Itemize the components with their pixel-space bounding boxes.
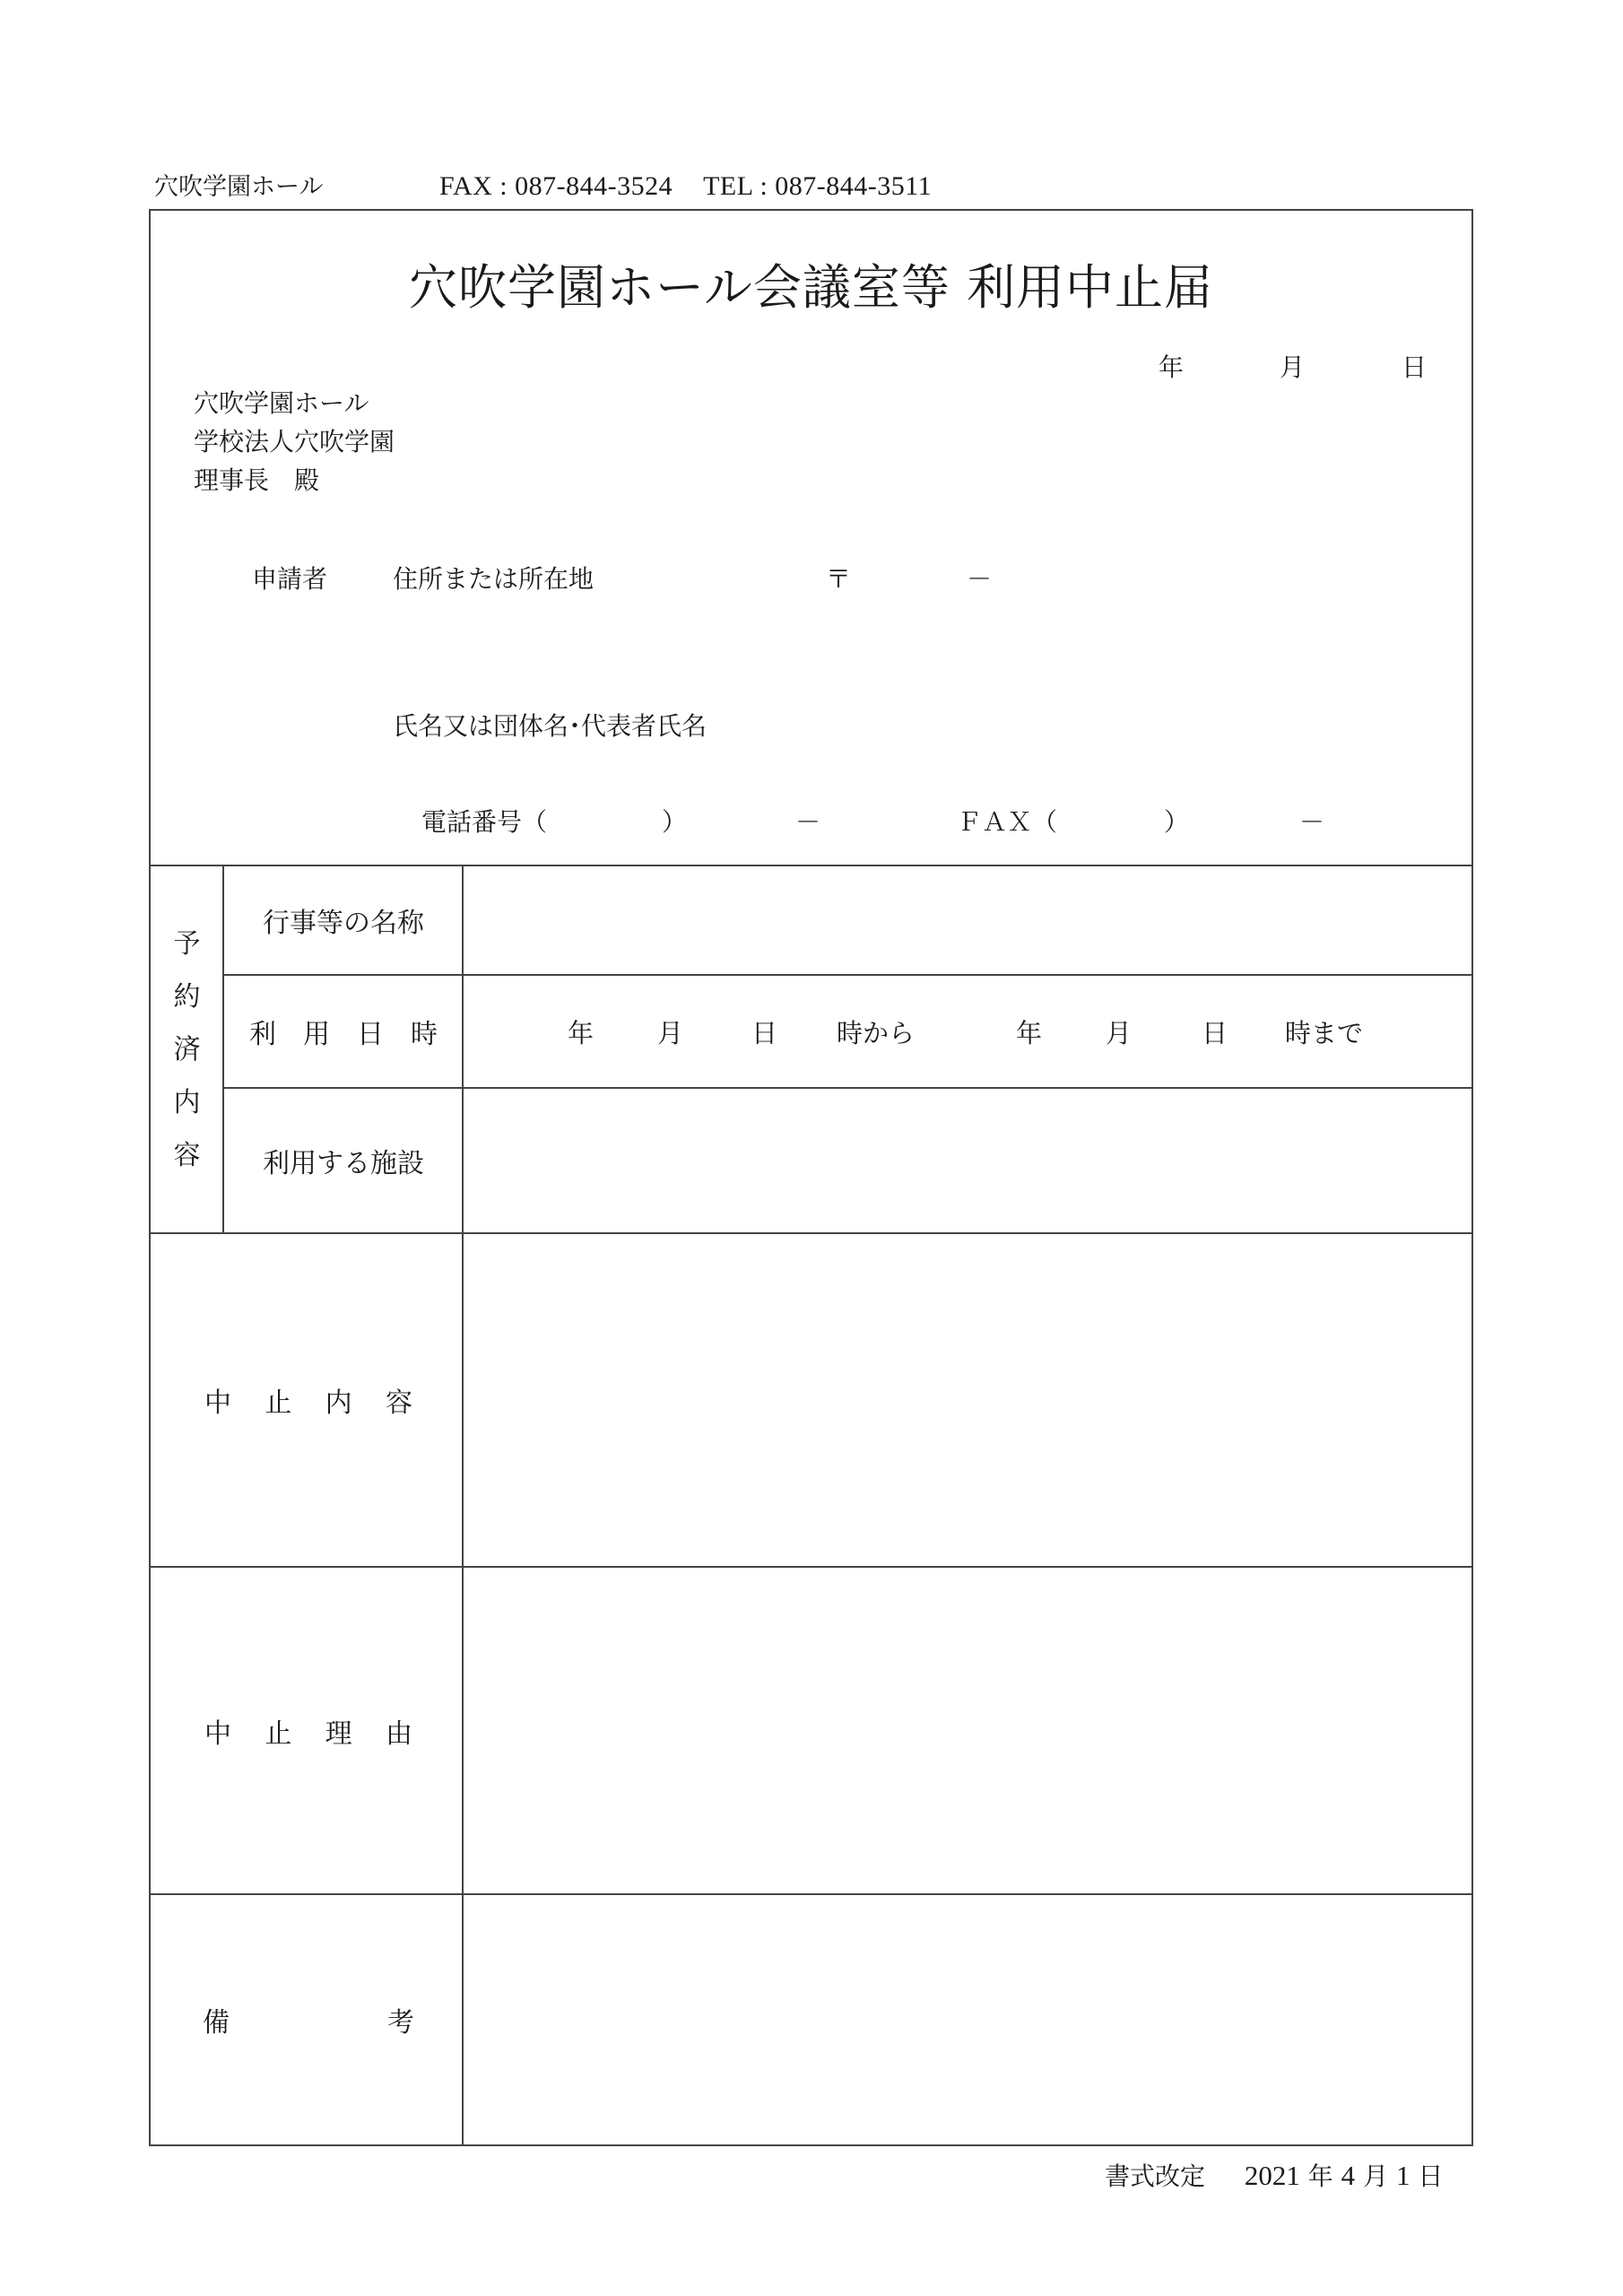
postal-dash: －: [967, 564, 993, 594]
revision-label: 書式改定: [1105, 2161, 1206, 2191]
from-month-label: 月: [657, 1018, 684, 1048]
name-field[interactable]: [762, 700, 1435, 744]
revision-day-unit: 日: [1418, 2161, 1444, 2191]
remarks-field[interactable]: [464, 1895, 1471, 2144]
reservation-group-label: [151, 867, 223, 1231]
to-day-label: 日: [1202, 1018, 1228, 1048]
phone-field[interactable]: [565, 796, 924, 836]
address-field[interactable]: [393, 601, 1433, 673]
group-char-3: 済: [173, 1033, 201, 1065]
from-time-suffix: 時から: [837, 1018, 916, 1048]
group-char-5: 容: [173, 1139, 201, 1171]
divider-label-column: [462, 865, 464, 2146]
date-year-label: 年: [1159, 352, 1185, 382]
to-time-suffix: 時まで: [1285, 1018, 1364, 1048]
header-contact-line: [154, 167, 932, 202]
cancel-content-char-2: 止: [265, 1387, 292, 1419]
revision-year-unit: 年: [1307, 2161, 1333, 2191]
event-name-label: 行事等の名称: [263, 908, 424, 939]
revision-month-unit: 月: [1363, 2161, 1389, 2191]
cancel-reason-field[interactable]: [464, 1568, 1471, 1893]
name-label: 氏名又は団体名･代表者氏名: [393, 711, 707, 741]
header-organization: 穴吹学園ホール: [154, 173, 324, 201]
addressee-line-3: 理事長 殿: [194, 465, 320, 495]
fax-label: ＦＡＸ（: [957, 807, 1058, 837]
remarks-label: [203, 1895, 414, 2144]
from-year-label: 年: [568, 1018, 595, 1048]
revision-month: 4: [1341, 2160, 1356, 2191]
usage-datetime-label: 利 用 日 時: [249, 1019, 438, 1050]
cancel-reason-char-1: 中: [204, 1718, 231, 1750]
cancel-reason-label: [204, 1568, 412, 1893]
cancel-content-char-4: 容: [385, 1387, 412, 1419]
phone-close-paren: ）: [662, 807, 688, 837]
fax-close-paren: ）: [1164, 807, 1190, 837]
from-day-label: 日: [751, 1018, 778, 1048]
cancel-content-char-3: 内: [325, 1387, 352, 1419]
cancel-content-label: [204, 1234, 412, 1566]
addressee-line-1: 穴吹学園ホール: [194, 388, 369, 418]
applicant-label: 申請者: [252, 564, 328, 594]
fax-dash: －: [1299, 807, 1325, 837]
addressee-line-2: 学校法人穴吹学園: [194, 427, 395, 457]
phone-label: 電話番号（: [421, 807, 548, 837]
phone-dash: －: [795, 807, 821, 837]
cancel-content-field[interactable]: [464, 1234, 1471, 1566]
facility-field[interactable]: [464, 1089, 1471, 1232]
revision-year: 2021: [1244, 2160, 1300, 2191]
address-label: 住所または所在地: [393, 564, 595, 594]
header-fax: FAX : 087-844-3524: [439, 171, 673, 201]
cancel-content-char-1: 中: [204, 1387, 231, 1419]
form-title: 穴吹学園ホール会議室等 利用中止届: [408, 259, 1214, 316]
remarks-char-2: 考: [387, 2007, 414, 2039]
fax-field[interactable]: [1067, 796, 1444, 836]
addressee-block: [194, 384, 395, 500]
facility-label: 利用する施設: [263, 1148, 424, 1179]
cancel-reason-char-4: 由: [385, 1718, 412, 1750]
remarks-char-1: 備: [203, 2007, 230, 2039]
postal-mark: 〒: [826, 564, 852, 594]
group-char-1: 予: [173, 927, 201, 960]
cancel-reason-char-2: 止: [265, 1718, 292, 1750]
event-name-field[interactable]: [464, 866, 1471, 974]
header-tel: TEL : 087-844-3511: [703, 171, 933, 201]
date-month-label: 月: [1280, 352, 1306, 382]
group-char-4: 内: [173, 1086, 201, 1118]
postal-code-field[interactable]: [861, 552, 1435, 592]
cancel-reason-char-3: 理: [325, 1718, 352, 1750]
revision-day: 1: [1395, 2160, 1410, 2191]
revision-note: [1105, 2157, 1443, 2193]
date-day-label: 日: [1402, 352, 1428, 382]
group-char-2: 約: [173, 980, 201, 1013]
to-month-label: 月: [1106, 1018, 1133, 1048]
to-year-label: 年: [1016, 1018, 1043, 1048]
